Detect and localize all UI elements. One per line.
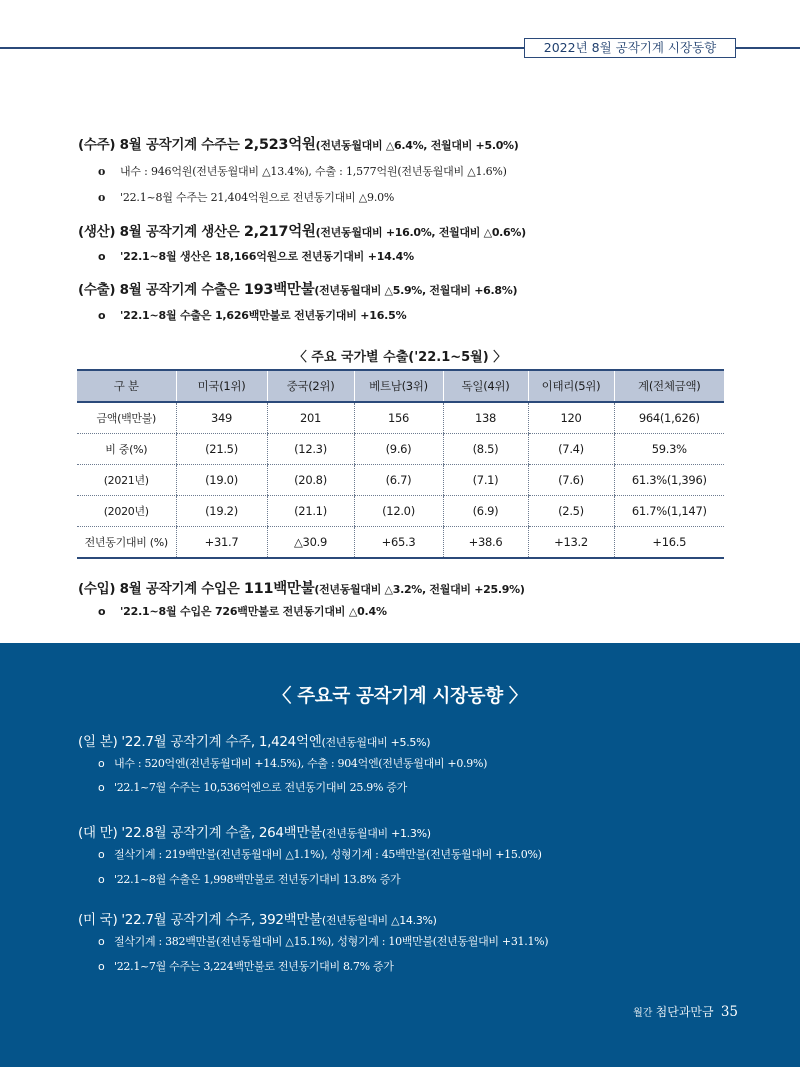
table-cell: (2.5)	[528, 496, 614, 527]
running-header: 2022년 8월 공작기계 시장동향	[524, 38, 736, 58]
table-cell: 전년동기대비 (%)	[77, 527, 176, 559]
market-heading-text: (일 본) '22.7월 공작기계 수주, 1,424억엔	[78, 734, 322, 750]
market-detail: (전년동월대비 +1.3%)	[321, 827, 431, 840]
table-cell: (7.6)	[528, 465, 614, 496]
market-bullet-text: '22.1~7월 수주는 3,224백만불로 전년동기대비 8.7% 증가	[114, 960, 394, 973]
production-detail: (전년동월대비 +16.0%, 전월대비 △0.6%)	[315, 226, 526, 239]
import-detail: (전년동월대비 △3.2%, 전월대비 +25.9%)	[314, 583, 525, 596]
export-detail: (전년동월대비 △5.9%, 전월대비 +6.8%)	[314, 284, 518, 297]
bullet-mark: o	[98, 960, 105, 973]
table-cell: (7.4)	[528, 434, 614, 465]
table-cell: (9.6)	[354, 434, 443, 465]
market-heading-taiwan	[78, 821, 431, 841]
table-row	[77, 527, 724, 559]
table-cell: (2021년)	[77, 465, 176, 496]
market-bullet	[98, 871, 400, 887]
bullet-mark: o	[98, 848, 105, 861]
export-heading	[78, 278, 517, 299]
table-cell: (12.0)	[354, 496, 443, 527]
table-header-cell: 구 분	[77, 370, 176, 402]
table-cell: 964(1,626)	[614, 402, 724, 434]
orders-bullet	[98, 163, 507, 179]
import-bullet	[98, 603, 387, 619]
bullet-mark: o	[98, 757, 105, 770]
market-heading-japan	[78, 730, 430, 750]
market-bullet	[98, 958, 394, 974]
bullet-mark: o	[98, 250, 106, 263]
bullet-mark: o	[98, 309, 106, 322]
bullet-mark: o	[98, 781, 105, 794]
table-cell: 금액(백만불)	[77, 402, 176, 434]
table-cell: 120	[528, 402, 614, 434]
table-cell: (7.1)	[443, 465, 528, 496]
table-cell: 138	[443, 402, 528, 434]
production-value: 2,217억원	[243, 224, 316, 240]
orders-detail: (전년동월대비 △6.4%, 전월대비 +5.0%)	[315, 139, 519, 152]
table-cell: (6.7)	[354, 465, 443, 496]
table-cell: (6.9)	[443, 496, 528, 527]
import-value: 111백만불	[243, 581, 315, 597]
table-cell: +13.2	[528, 527, 614, 559]
table-header-cell: 미국(1위)	[176, 370, 267, 402]
table-cell: (21.5)	[176, 434, 267, 465]
market-trends-panel	[0, 643, 800, 1067]
table-cell: 61.7%(1,147)	[614, 496, 724, 527]
table-cell: 59.3%	[614, 434, 724, 465]
table-row	[77, 434, 724, 465]
bullet-mark: o	[98, 605, 106, 618]
bullet-mark: o	[98, 935, 105, 948]
market-bullet	[98, 779, 407, 795]
market-detail: (전년동월대비 +5.5%)	[321, 736, 431, 749]
page-footer	[633, 1003, 738, 1020]
market-detail: (전년동월대비 △14.3%)	[321, 914, 437, 927]
table-cell: (2020년)	[77, 496, 176, 527]
table-header-cell: 중국(2위)	[267, 370, 354, 402]
market-bullet-text: 내수 : 520억엔(전년동월대비 +14.5%), 수출 : 904억엔(전년동월대비 +0.9%)	[114, 757, 488, 770]
bullet-mark: o	[98, 165, 106, 178]
market-heading-usa	[78, 908, 437, 928]
export-bullet	[98, 307, 406, 323]
production-bullet	[98, 248, 414, 264]
bullet-mark: o	[98, 191, 106, 204]
orders-heading-text: (수주) 8월 공작기계 수주는	[78, 137, 244, 153]
table-row	[77, 402, 724, 434]
table-cell: 349	[176, 402, 267, 434]
orders-bullet	[98, 189, 394, 205]
table-cell: 61.3%(1,396)	[614, 465, 724, 496]
orders-heading	[78, 133, 519, 154]
market-bullet	[98, 846, 542, 862]
table-cell: +16.5	[614, 527, 724, 559]
table-cell: (8.5)	[443, 434, 528, 465]
market-heading-text: (미 국) '22.7월 공작기계 수주, 392백만불	[78, 912, 322, 928]
footer-magazine: 첨단과만금	[655, 1005, 714, 1019]
table-cell: (19.0)	[176, 465, 267, 496]
market-heading-text: (대 만) '22.8월 공작기계 수출, 264백만불	[78, 825, 322, 841]
table-header-row	[77, 370, 724, 402]
table-cell: (12.3)	[267, 434, 354, 465]
table-header-cell: 베트남(3위)	[354, 370, 443, 402]
table-header-cell: 독일(4위)	[443, 370, 528, 402]
market-bullet	[98, 933, 548, 949]
table-cell: +65.3	[354, 527, 443, 559]
table-cell: 156	[354, 402, 443, 434]
production-heading-text: (생산) 8월 공작기계 생산은	[78, 224, 244, 240]
market-bullet-text: 절삭기계 : 219백만불(전년동월대비 △1.1%), 성형기계 : 45백만불(전년동월대비 +15.0%)	[114, 848, 542, 861]
table-row	[77, 465, 724, 496]
orders-bullet-text: 내수 : 946억원(전년동월대비 △13.4%), 수출 : 1,577억원(전년동월대비 △1.6%)	[120, 165, 507, 178]
export-heading-text: (수출) 8월 공작기계 수출은	[78, 282, 244, 298]
import-bullet-text: '22.1~8월 수입은 726백만불로 전년동기대비 △0.4%	[120, 605, 387, 618]
production-heading	[78, 220, 526, 241]
table-cell: (19.2)	[176, 496, 267, 527]
market-bullet-text: '22.1~8월 수출은 1,998백만불로 전년동기대비 13.8% 증가	[114, 873, 401, 886]
export-by-country-table	[77, 369, 724, 559]
table-cell: (20.8)	[267, 465, 354, 496]
export-bullet-text: '22.1~8월 수출은 1,626백만불로 전년동기대비 +16.5%	[120, 309, 407, 322]
table-row	[77, 496, 724, 527]
table-cell: △30.9	[267, 527, 354, 559]
market-bullet	[98, 755, 487, 771]
production-bullet-text: '22.1~8월 생산은 18,166억원으로 전년동기대비 +14.4%	[120, 250, 414, 263]
table-header-cell: 이태리(5위)	[528, 370, 614, 402]
table-cell: +31.7	[176, 527, 267, 559]
footer-label: 월간	[633, 1008, 653, 1019]
market-trends-title: 〈 주요국 공작기계 시장동향 〉	[272, 686, 528, 707]
table-cell: (21.1)	[267, 496, 354, 527]
bullet-mark: o	[98, 873, 105, 886]
table-cell: 비 중(%)	[77, 434, 176, 465]
page-number: 35	[720, 1004, 738, 1020]
import-heading-text: (수입) 8월 공작기계 수입은	[78, 581, 244, 597]
export-value: 193백만불	[243, 282, 315, 298]
table-title: 〈 주요 국가별 수출('22.1~5월) 〉	[293, 350, 507, 365]
market-bullet-text: '22.1~7월 수주는 10,536억엔으로 전년동기대비 25.9% 증가	[114, 781, 407, 794]
market-bullet-text: 절삭기계 : 382백만불(전년동월대비 △15.1%), 성형기계 : 10백만불(전년동월대비 +31.1%)	[114, 935, 549, 948]
table-cell: 201	[267, 402, 354, 434]
orders-value: 2,523억원	[243, 137, 316, 153]
import-heading	[78, 577, 525, 598]
table-cell: +38.6	[443, 527, 528, 559]
table-header-cell: 계(전체금액)	[614, 370, 724, 402]
orders-bullet-text: '22.1~8월 수주는 21,404억원으로 전년동기대비 △9.0%	[120, 191, 395, 204]
